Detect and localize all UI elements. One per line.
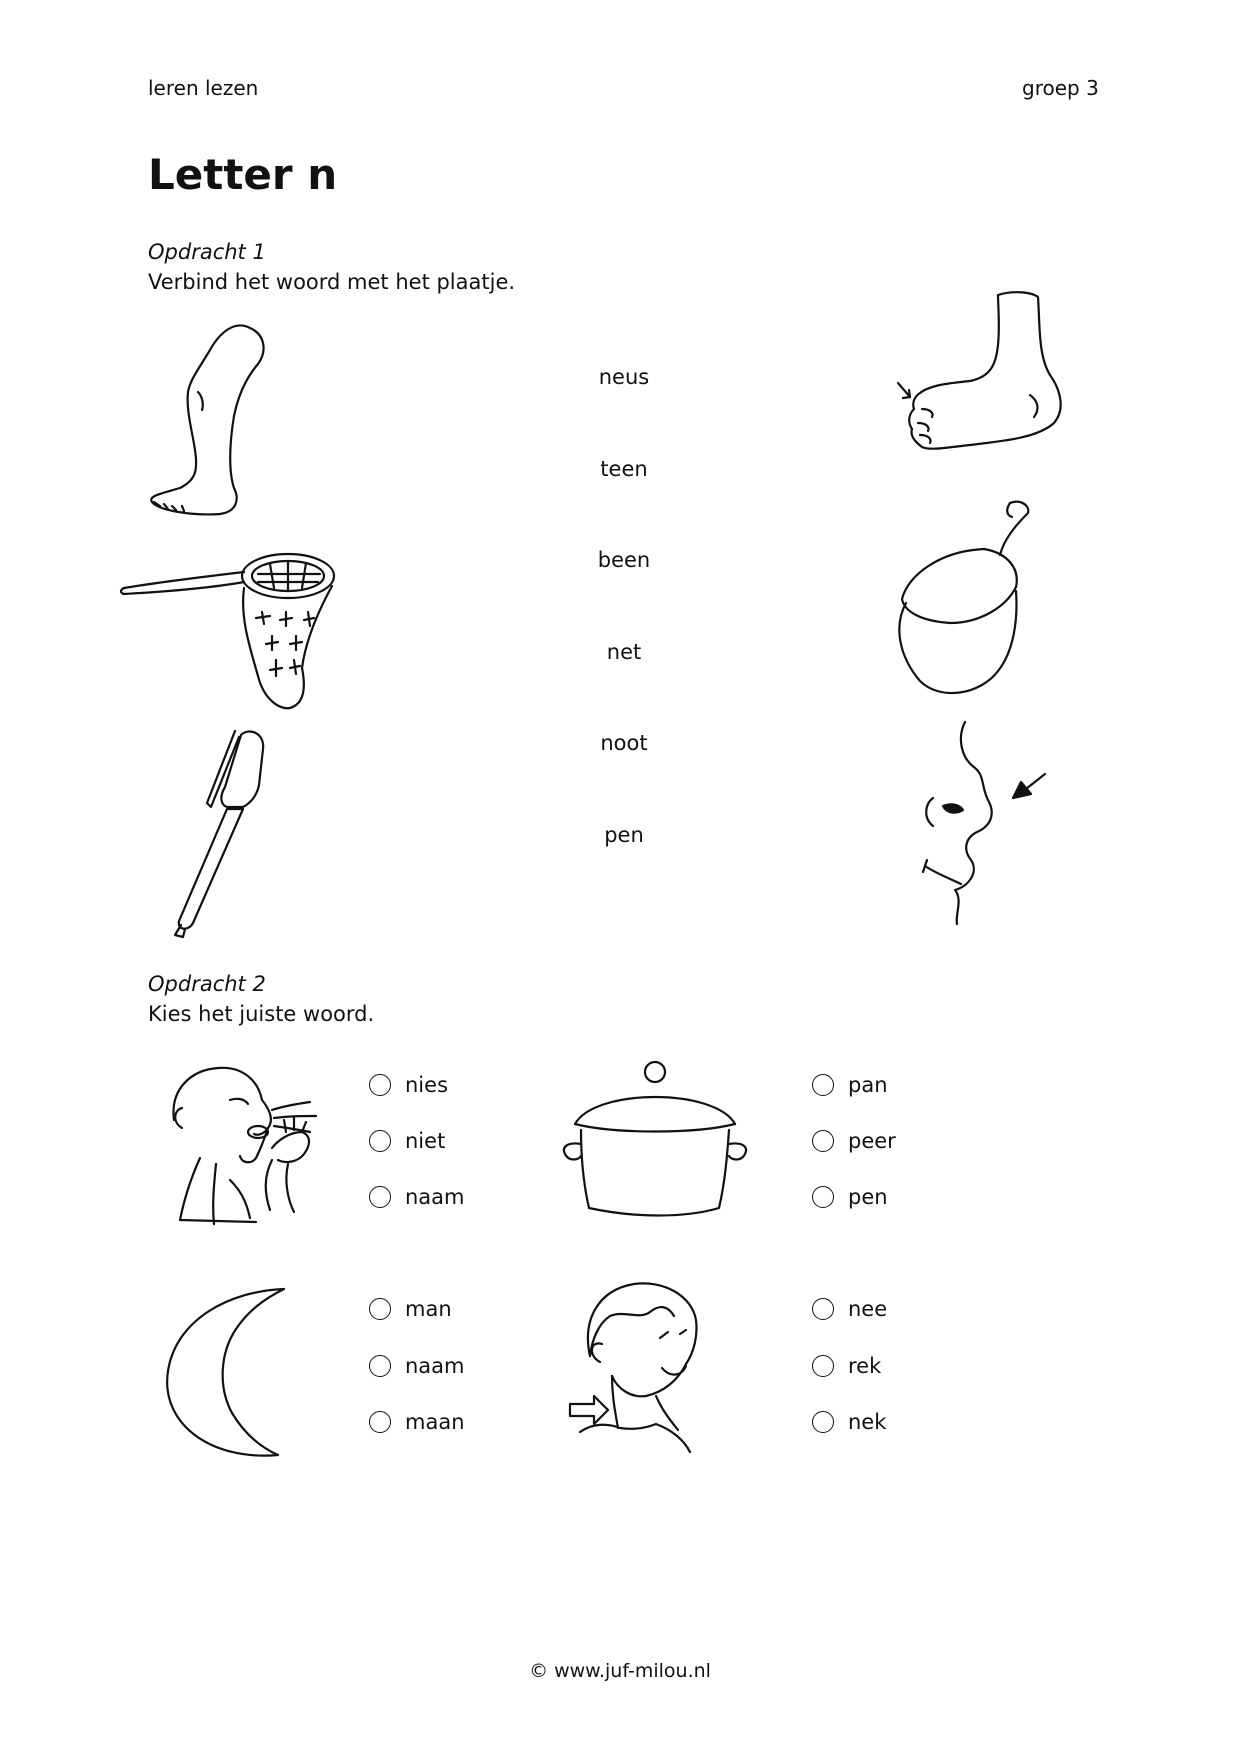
option-label: nee	[848, 1297, 888, 1321]
page-title: Letter n	[148, 150, 338, 199]
opdracht1-label: Opdracht 1	[148, 240, 266, 264]
radio-button[interactable]	[369, 1186, 391, 1208]
match-word-2[interactable]: teen	[600, 457, 648, 481]
sneeze-icon	[160, 1060, 330, 1230]
option-pan[interactable]	[812, 1073, 888, 1097]
match-word-3[interactable]: been	[597, 548, 651, 572]
option-naam-2[interactable]	[369, 1354, 465, 1378]
option-nek[interactable]	[812, 1410, 886, 1434]
option-nee[interactable]	[812, 1297, 887, 1321]
header-subject: leren lezen	[148, 76, 259, 100]
pan-icon	[555, 1058, 755, 1218]
radio-button[interactable]	[812, 1186, 834, 1208]
option-label: man	[405, 1297, 452, 1321]
option-nies[interactable]	[369, 1073, 448, 1097]
option-peer[interactable]	[812, 1129, 896, 1153]
option-label: pan	[848, 1073, 888, 1097]
option-label: nek	[848, 1410, 887, 1434]
radio-button[interactable]	[369, 1355, 391, 1377]
radio-button[interactable]	[369, 1411, 391, 1433]
radio-button[interactable]	[812, 1355, 834, 1377]
option-label: rek	[848, 1354, 882, 1378]
option-man[interactable]	[369, 1297, 452, 1321]
radio-button[interactable]	[812, 1130, 834, 1152]
moon-icon	[160, 1283, 300, 1463]
option-label: peer	[848, 1129, 896, 1153]
nose-icon[interactable]	[905, 718, 1075, 928]
neck-icon	[560, 1280, 720, 1460]
match-word-1[interactable]: neus	[598, 365, 650, 389]
radio-button[interactable]	[812, 1411, 834, 1433]
match-word-5[interactable]: noot	[600, 731, 648, 755]
option-pen[interactable]	[812, 1185, 888, 1209]
pen-icon[interactable]	[155, 725, 285, 945]
option-label: naam	[405, 1185, 465, 1209]
match-word-4[interactable]: net	[606, 640, 642, 664]
header-grade: groep 3	[1022, 76, 1099, 100]
acorn-icon[interactable]	[880, 495, 1060, 705]
opdracht2-instruction: Kies het juiste woord.	[148, 1002, 375, 1026]
opdracht2-label: Opdracht 2	[148, 972, 266, 996]
footer-copyright[interactable]: © www.juf-milou.nl	[529, 1660, 711, 1682]
option-label: naam	[405, 1354, 465, 1378]
option-niet[interactable]	[369, 1129, 445, 1153]
radio-button[interactable]	[812, 1074, 834, 1096]
radio-button[interactable]	[369, 1074, 391, 1096]
net-icon[interactable]	[120, 548, 340, 718]
foot-toe-icon[interactable]	[890, 285, 1080, 465]
option-rek[interactable]	[812, 1354, 881, 1378]
radio-button[interactable]	[369, 1130, 391, 1152]
option-label: niet	[405, 1129, 446, 1153]
leg-icon[interactable]	[140, 320, 280, 530]
option-maan[interactable]	[369, 1410, 465, 1434]
option-naam[interactable]	[369, 1185, 465, 1209]
opdracht1-instruction: Verbind het woord met het plaatje.	[148, 270, 516, 294]
option-label: nies	[405, 1073, 449, 1097]
radio-button[interactable]	[812, 1298, 834, 1320]
option-label: maan	[405, 1410, 465, 1434]
match-word-6[interactable]: pen	[604, 823, 644, 847]
radio-button[interactable]	[369, 1298, 391, 1320]
option-label: pen	[848, 1185, 888, 1209]
